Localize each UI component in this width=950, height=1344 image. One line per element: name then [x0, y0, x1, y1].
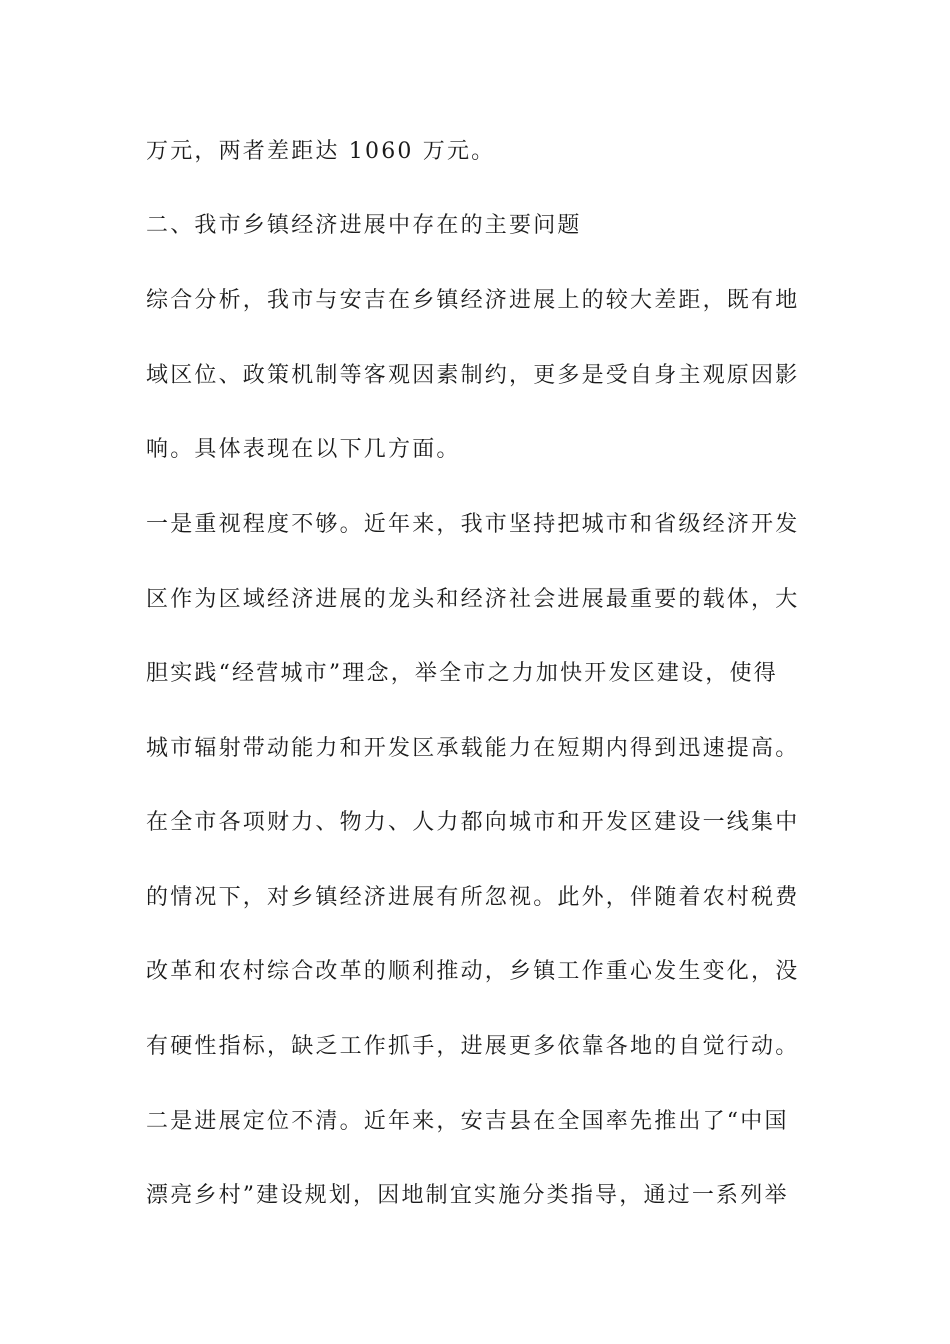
- text-line: 域区位、政策机制等客观因素制约，更多是受自身主观原因影: [146, 363, 800, 388]
- text-line: 区作为区域经济进展的龙头和经济社会进展最重要的载体，大: [146, 587, 800, 612]
- text-line: 城市辐射带动能力和开发区承载能力在短期内得到迅速提高。: [146, 736, 800, 761]
- text-line: 漂亮乡村”建设规划，因地制宜实施分类指导，通过一系列举: [146, 1183, 789, 1208]
- text-line: 综合分析，我市与安吉在乡镇经济进展上的较大差距，既有地: [146, 288, 800, 313]
- text-line: 的情况下，对乡镇经济进展有所忽视。此外，伴随着农村税费: [146, 885, 800, 910]
- text-line: 有硬性指标，缺乏工作抓手，进展更多依靠各地的自觉行动。: [146, 1034, 800, 1059]
- text-line: 在全市各项财力、物力、人力都向城市和开发区建设一线集中: [146, 810, 800, 835]
- text-line: 一是重视程度不够。近年来，我市坚持把城市和省级经济开发: [146, 512, 800, 537]
- text-line: 万元，两者差距达 1060 万元。: [146, 139, 496, 164]
- text-line: 改革和农村综合改革的顺利推动，乡镇工作重心发生变化，没: [146, 959, 800, 984]
- section-heading: 二、我市乡镇经济进展中存在的主要问题: [146, 213, 582, 238]
- text-line: 胆实践“经营城市”理念，举全市之力加快开发区建设，使得: [146, 661, 778, 686]
- text-line: 响。具体表现在以下几方面。: [146, 437, 461, 462]
- text-line: 二是进展定位不清。近年来，安吉县在全国率先推出了“中国: [146, 1109, 789, 1134]
